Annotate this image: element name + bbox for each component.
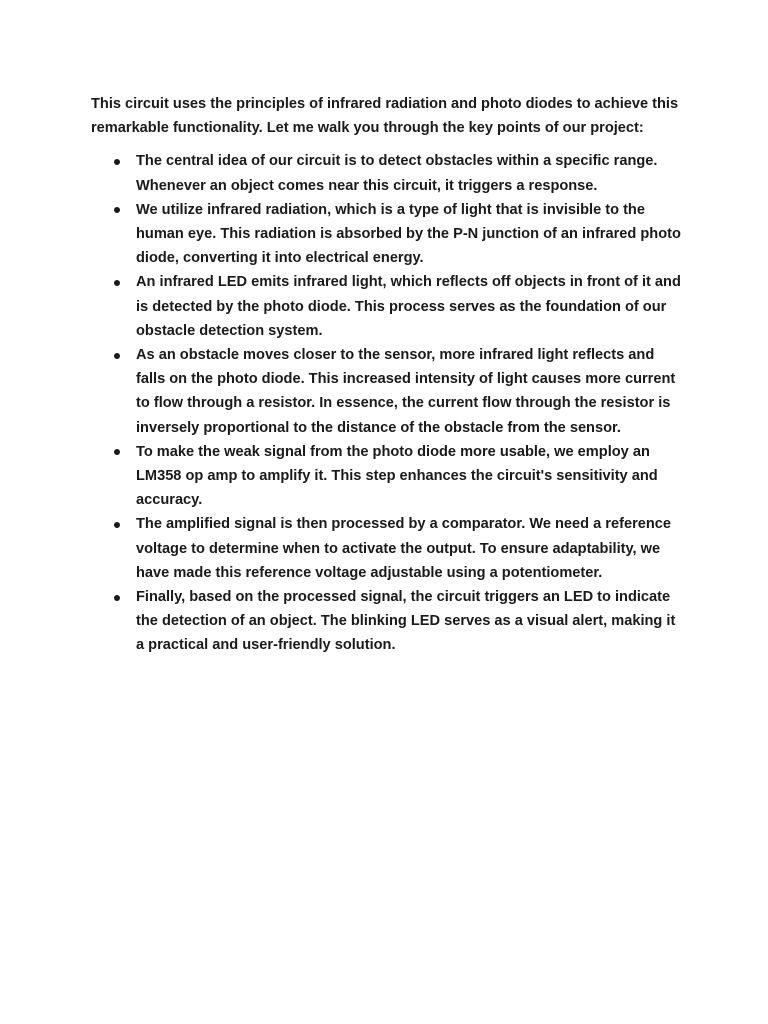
list-item-text: The central idea of our circuit is to detect obstacles within a specific range. Whenever an object comes near this circuit, it triggers a response. xyxy=(136,153,658,194)
list-item xyxy=(91,512,683,585)
list-item xyxy=(91,585,683,658)
list-item xyxy=(91,440,683,513)
list-item-text: To make the weak signal from the photo diode more usable, we employ an LM358 op amp to amplify it. This step enhances the circuit's sensitivity and accuracy. xyxy=(136,443,658,509)
document-page xyxy=(91,92,683,658)
bullet-list xyxy=(91,149,683,657)
list-item-text: Finally, based on the processed signal, the circuit triggers an LED to indicate the detection of an object. The blinking LED serves as a visual alert, making it a practical and user-friendly solution. xyxy=(136,589,676,654)
bullet-icon xyxy=(114,159,120,165)
list-item-text: The amplified signal is then processed by a comparator. We need a reference voltage to determine when to activate the output. To ensure adaptability, we have made this reference voltage adjustable using a potentiometer. xyxy=(136,516,672,581)
bullet-icon xyxy=(114,280,120,286)
list-item-text: An infrared LED emits infrared light, which reflects off objects in front of it and is detected by the photo diode. This process serves as the foundation of our obstacle detection system. xyxy=(136,274,681,339)
bullet-icon xyxy=(114,207,120,213)
list-item xyxy=(91,270,683,343)
bullet-icon xyxy=(114,595,120,601)
bullet-icon xyxy=(114,353,120,359)
bullet-icon xyxy=(114,522,120,528)
bullet-icon xyxy=(114,449,120,455)
list-item-text: We utilize infrared radiation, which is a type of light that is invisible to the human eye. This radiation is absorbed by the P-N junction of an infrared photo diode, converting it into electrical energy. xyxy=(136,201,681,267)
intro-paragraph: This circuit uses the principles of infrared radiation and photo diodes to achieve this remarkable functionality. Let me walk you through the key points of our project: xyxy=(91,96,679,137)
list-item xyxy=(91,149,683,197)
list-item xyxy=(91,343,683,440)
list-item xyxy=(91,198,683,271)
list-item-text: As an obstacle moves closer to the sensor, more infrared light reflects and falls on the photo diode. This increased intensity of light causes more current to flow through a resistor. In essence, the current flow through the resistor is inversely proportional to the distance of the obstacle from the sensor. xyxy=(136,347,676,436)
